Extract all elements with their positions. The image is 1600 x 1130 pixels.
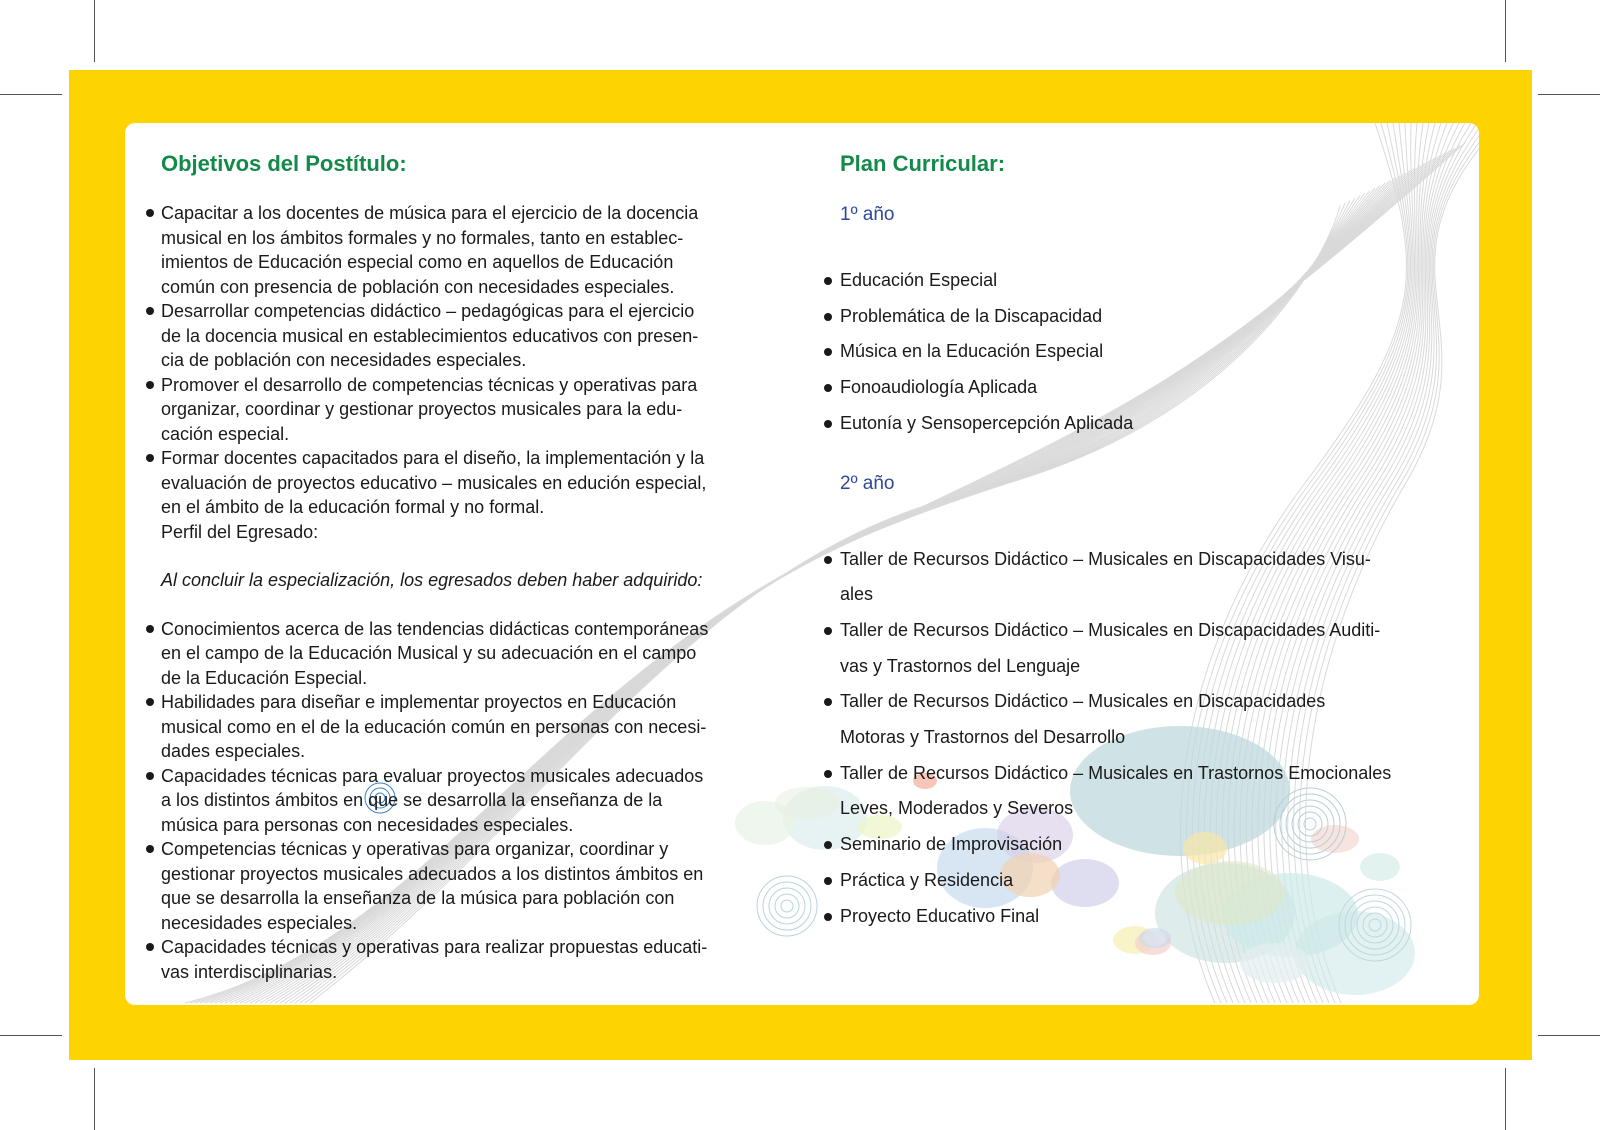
subject-item: Educación Especial	[840, 263, 1440, 299]
profile-item: Competencias técnicas y operativas para organizar, coordinar y gestionar proyectos musicales adecuados a los distintos ámbitos en que se desarrolla la enseñanza de la música para población con necesidades especiales.	[161, 837, 761, 935]
subject-item: Música en la Educación Especial	[840, 334, 1440, 370]
profile-intro: Al concluir la especialización, los egresados deben haber adquirido:	[161, 570, 703, 590]
year-2-label: 2º año	[840, 472, 895, 494]
curriculum-column	[840, 151, 1440, 934]
profile-item: Capacidades técnicas y operativas para realizar propuestas educati- vas interdisciplinarias.	[161, 935, 761, 984]
objective-item: Formar docentes capacitados para el diseño, la implementación y la evaluación de proyectos educativo – musicales en edución especial, en el ámbito de la educación formal y no formal.	[161, 446, 761, 520]
subject-item: Problemática de la Discapacidad	[840, 299, 1440, 335]
crop-mark	[94, 1068, 95, 1130]
crop-mark	[94, 0, 95, 62]
objectives-column	[161, 151, 761, 984]
objectives-heading: Objetivos del Postítulo:	[161, 151, 407, 176]
profile-list	[161, 617, 761, 985]
subject-item: Taller de Recursos Didáctico – Musicales en Trastornos Emocionales Leves, Moderados y Severos	[840, 756, 1440, 827]
crop-mark	[1505, 0, 1506, 62]
crop-mark	[0, 1035, 62, 1036]
crop-mark	[1538, 94, 1600, 95]
year-1-label: 1º año	[840, 204, 895, 225]
objective-item: Capacitar a los docentes de música para el ejercicio de la docencia musical en los ámbitos formales y no formales, tanto en establec- imientos de Educación especial como en aquellos de Educación común con presencia de población con necesidades especiales.	[161, 201, 761, 299]
curriculum-heading: Plan Curricular:	[840, 151, 1006, 176]
profile-item: Habilidades para diseñar e implementar proyectos en Educación musical como en el de la educación común en personas con necesi- dades especiales.	[161, 690, 761, 764]
subject-item: Fonoaudiología Aplicada	[840, 370, 1440, 406]
content-card	[125, 123, 1479, 1005]
objective-item: Promover el desarrollo de competencias técnicas y operativas para organizar, coordinar y gestionar proyectos musicales para la edu- cación especial.	[161, 373, 761, 447]
subject-item: Eutonía y Sensopercepción Aplicada	[840, 406, 1440, 442]
crop-mark	[1538, 1035, 1600, 1036]
objectives-list	[161, 201, 761, 520]
subject-item: Taller de Recursos Didáctico – Musicales en Discapacidades Motoras y Trastornos del Desarrollo	[840, 684, 1440, 755]
crop-mark	[0, 94, 62, 95]
year-2-subjects	[840, 542, 1440, 935]
subject-item: Taller de Recursos Didáctico – Musicales en Discapacidades Visu- ales	[840, 542, 1440, 613]
subject-item: Seminario de Improvisación	[840, 827, 1440, 863]
profile-heading: Perfil del Egresado:	[161, 521, 319, 542]
subject-item: Proyecto Educativo Final	[840, 899, 1440, 935]
objective-item: Desarrollar competencias didáctico – pedagógicas para el ejercicio de la docencia musical en establecimientos educativos con presen- cia de población con necesidades especiales.	[161, 299, 761, 373]
year-1-subjects	[840, 263, 1440, 442]
crop-mark	[1505, 1068, 1506, 1130]
subject-item: Práctica y Residencia	[840, 863, 1440, 899]
profile-item: Capacidades técnicas para evaluar proyectos musicales adecuados a los distintos ámbitos en que se desarrolla la enseñanza de la música para personas con necesidades especiales.	[161, 764, 761, 838]
profile-item: Conocimientos acerca de las tendencias didácticas contemporáneas en el campo de la Educación Musical y su adecuación en el campo de la Educación Especial.	[161, 617, 761, 691]
subject-item: Taller de Recursos Didáctico – Musicales en Discapacidades Auditi- vas y Trastornos del Lenguaje	[840, 613, 1440, 684]
